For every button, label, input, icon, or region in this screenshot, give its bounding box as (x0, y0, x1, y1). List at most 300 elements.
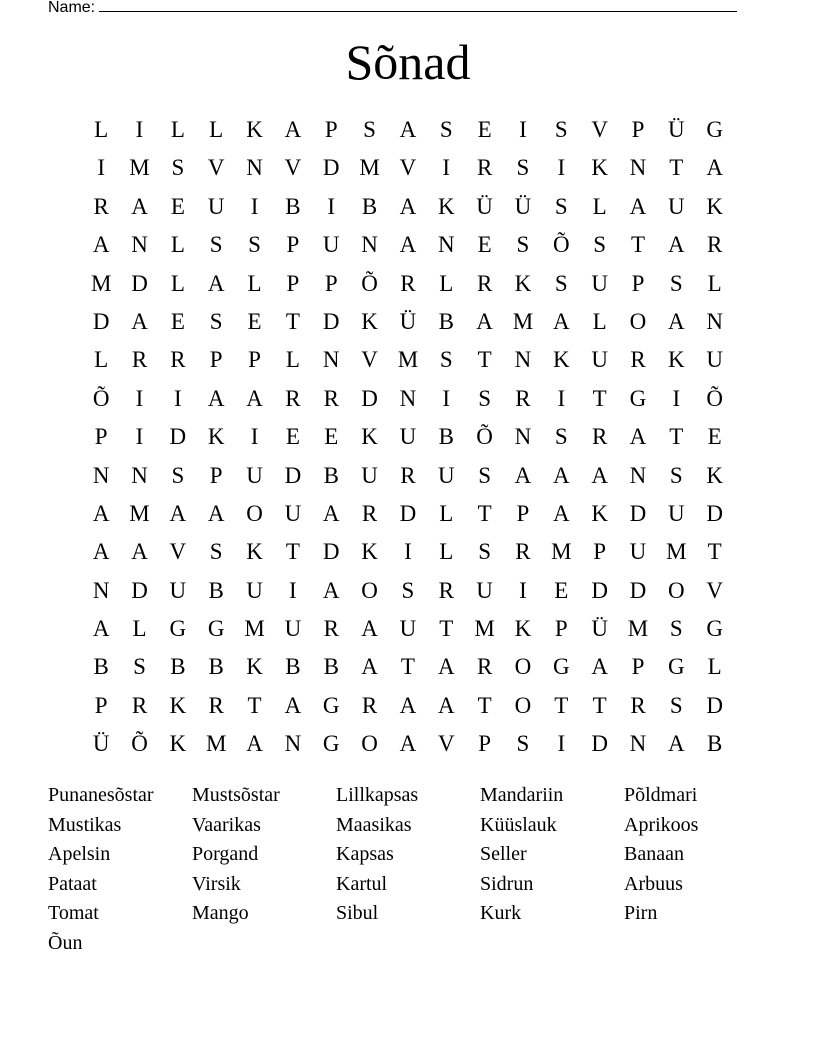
grid-letter: K (552, 347, 570, 373)
grid-letter: K (246, 654, 263, 680)
grid-letter: N (706, 308, 723, 334)
grid-letter: R (400, 270, 416, 296)
letter-grid (82, 111, 734, 764)
grid-letter: U (591, 347, 608, 373)
grid-letter: P (631, 117, 645, 142)
grid-letter: D (131, 577, 148, 603)
grid-letter: Ü (92, 731, 110, 757)
grid-letter: S (669, 462, 683, 488)
grid-letter: K (246, 539, 263, 565)
grid-letter: O (361, 731, 378, 757)
grid-letter: P (209, 462, 223, 488)
grid-letter: A (284, 692, 302, 718)
grid-letter: V (284, 155, 302, 181)
grid-letter: A (92, 232, 110, 258)
grid-letter: G (629, 385, 647, 411)
grid-letter: P (324, 117, 338, 142)
grid-letter: P (631, 270, 645, 296)
grid-letter: V (361, 347, 378, 373)
grid-letter: T (285, 308, 300, 334)
grid-letter: A (591, 654, 608, 680)
grid-letter: N (131, 232, 148, 258)
grid-letter: K (207, 424, 225, 450)
grid-letter: E (324, 424, 339, 450)
grid-letter: M (90, 270, 112, 296)
word-list-item: Pirn (624, 902, 658, 925)
grid-letter: M (129, 500, 150, 526)
grid-letter: K (514, 270, 532, 296)
grid-letter: B (323, 654, 339, 680)
grid-letter: T (669, 155, 684, 181)
grid-letter: P (248, 347, 261, 373)
grid-letter: B (208, 577, 224, 603)
grid-letter: M (474, 616, 495, 642)
grid-letter: S (478, 539, 491, 565)
grid-letter: N (284, 731, 302, 757)
grid-letter: E (554, 577, 569, 603)
grid-letter: L (170, 270, 185, 296)
grid-letter: U (668, 500, 685, 526)
grid-letter: I (327, 193, 336, 219)
grid-letter: O (246, 500, 263, 526)
grid-letter: S (669, 270, 683, 296)
grid-letter: B (438, 308, 454, 334)
grid-letter: Õ (131, 731, 148, 757)
grid-letter: R (323, 616, 339, 642)
grid-letter: E (285, 424, 300, 450)
grid-letter: A (668, 308, 685, 334)
grid-letter: V (437, 731, 455, 757)
grid-letter: T (707, 539, 722, 565)
grid-row (82, 265, 734, 303)
grid-letter: G (706, 616, 723, 642)
grid-letter: U (476, 577, 493, 603)
grid-letter: U (169, 577, 187, 603)
grid-letter: L (285, 347, 300, 373)
grid-letter: M (627, 616, 649, 642)
grid-letter: L (170, 117, 185, 142)
grid-letter: S (516, 232, 530, 258)
name-underline (99, 0, 737, 12)
word-list-item: Apelsin (48, 843, 111, 866)
grid-row (82, 457, 734, 495)
grid-letter: T (669, 424, 684, 450)
grid-letter: S (478, 462, 491, 488)
grid-letter: Ü (476, 193, 493, 219)
grid-letter: Õ (706, 385, 723, 411)
grid-letter: Ü (591, 616, 608, 642)
grid-letter: B (438, 424, 454, 450)
grid-letter: A (131, 539, 148, 565)
grid-letter: M (666, 539, 687, 565)
grid-letter: R (515, 385, 531, 411)
grid-letter: I (174, 385, 182, 411)
grid-letter: N (322, 347, 340, 373)
word-list-item: Kapsas (336, 843, 394, 866)
grid-letter: U (207, 193, 225, 219)
grid-letter: L (592, 193, 607, 219)
grid-letter: Ü (514, 193, 532, 219)
grid-letter: G (207, 616, 225, 642)
grid-letter: A (322, 577, 340, 603)
grid-letter: R (131, 347, 148, 373)
word-list-item: Seller (480, 843, 527, 866)
grid-letter: G (706, 117, 723, 142)
grid-letter: N (514, 347, 532, 373)
grid-letter: A (92, 500, 110, 526)
grid-letter: S (516, 731, 530, 757)
grid-letter: E (170, 308, 185, 334)
grid-letter: S (593, 232, 607, 258)
grid-letter: U (629, 539, 647, 565)
grid-letter: B (170, 654, 186, 680)
grid-letter: T (477, 692, 492, 718)
grid-letter: U (437, 462, 455, 488)
grid-letter: U (246, 462, 263, 488)
word-list-item: Vaarikas (192, 813, 261, 836)
grid-letter: A (131, 308, 148, 334)
grid-letter: D (131, 270, 148, 296)
word-list-item: Pataat (48, 872, 97, 895)
grid-letter: N (92, 462, 110, 488)
grid-letter: A (706, 155, 723, 181)
grid-letter: K (668, 347, 685, 373)
grid-letter: A (246, 385, 263, 411)
grid-row (82, 188, 734, 226)
grid-letter: P (286, 270, 300, 296)
grid-letter: S (401, 577, 415, 603)
grid-letter: T (477, 347, 492, 373)
grid-letter: I (519, 117, 527, 142)
grid-letter: M (205, 731, 227, 757)
grid-letter: D (169, 424, 187, 450)
grid-letter: R (438, 577, 454, 603)
grid-letter: K (246, 117, 263, 142)
word-list-item: Küüslauk (480, 813, 557, 836)
grid-letter: A (437, 692, 455, 718)
grid-letter: K (706, 193, 723, 219)
word-list-item: Tomat (48, 902, 99, 925)
grid-letter: O (361, 577, 378, 603)
grid-letter: P (94, 424, 108, 450)
grid-letter: S (554, 270, 568, 296)
grid-letter: G (552, 654, 570, 680)
grid-letter: K (591, 155, 608, 181)
word-list-item: Punanesõstar (48, 784, 154, 806)
grid-letter: K (591, 500, 608, 526)
grid-letter: S (478, 385, 491, 411)
word-list-item: Porgand (192, 843, 259, 866)
grid-letter: R (400, 462, 416, 488)
grid-letter: D (361, 385, 378, 411)
grid-letter: D (629, 500, 647, 526)
grid-letter: N (361, 232, 378, 258)
grid-letter: L (707, 654, 722, 680)
grid-letter: I (250, 193, 259, 219)
grid-letter: U (668, 193, 685, 219)
grid-letter: O (668, 577, 685, 603)
grid-letter: V (591, 117, 608, 142)
grid-letter: T (400, 654, 415, 680)
grid-row (82, 149, 734, 187)
grid-letter: S (669, 616, 683, 642)
grid-letter: P (209, 347, 223, 373)
grid-letter: U (399, 616, 417, 642)
grid-letter: D (284, 462, 302, 488)
grid-letter: N (629, 155, 647, 181)
grid-letter: A (399, 117, 417, 142)
grid-letter: N (246, 155, 263, 181)
grid-letter: S (363, 117, 376, 142)
grid-letter: D (322, 155, 340, 181)
grid-letter: U (706, 347, 723, 373)
grid-letter: R (515, 539, 531, 565)
grid-letter: A (629, 193, 647, 219)
grid-letter: V (706, 577, 723, 603)
grid-letter: S (171, 462, 185, 488)
grid-letter: G (322, 692, 340, 718)
grid-letter: A (207, 270, 225, 296)
grid-letter: A (629, 424, 647, 450)
grid-letter: A (169, 500, 187, 526)
grid-letter: A (361, 654, 378, 680)
grid-letter: S (439, 347, 453, 373)
grid-letter: O (514, 692, 532, 718)
grid-letter: I (135, 385, 144, 411)
word-list-item: Arbuus (624, 872, 683, 895)
grid-letter: A (322, 500, 340, 526)
grid-letter: L (247, 270, 262, 296)
grid-letter: R (591, 424, 608, 450)
grid-letter: I (557, 731, 566, 757)
grid-letter: L (592, 308, 607, 334)
grid-letter: U (322, 232, 340, 258)
grid-letter: T (554, 692, 569, 718)
grid-row (82, 572, 734, 610)
grid-letter: T (477, 500, 492, 526)
grid-letter: S (133, 654, 146, 680)
grid-letter: M (551, 539, 572, 565)
grid-letter: I (442, 155, 451, 181)
grid-letter: D (591, 577, 608, 603)
grid-letter: O (629, 308, 647, 334)
grid-letter: O (514, 654, 532, 680)
grid-letter: G (169, 616, 187, 642)
grid-letter: D (399, 500, 417, 526)
grid-letter: R (208, 692, 224, 718)
grid-letter: Ü (668, 117, 685, 142)
grid-letter: P (516, 500, 530, 526)
grid-letter: I (557, 155, 566, 181)
grid-letter: K (169, 692, 187, 718)
grid-letter: K (361, 424, 378, 450)
word-list (48, 781, 768, 959)
grid-letter: S (554, 193, 568, 219)
grid-letter: S (248, 232, 261, 258)
grid-letter: P (631, 654, 645, 680)
grid-row (82, 111, 734, 149)
grid-letter: B (323, 462, 339, 488)
word-list-item: Õun (48, 931, 83, 954)
grid-row (82, 610, 734, 648)
grid-letter: I (404, 539, 412, 565)
grid-letter: T (247, 692, 262, 718)
grid-letter: S (171, 155, 185, 181)
grid-letter: T (630, 232, 646, 258)
word-list-item: Mango (192, 902, 249, 925)
grid-letter: A (552, 500, 570, 526)
grid-letter: I (250, 424, 259, 450)
grid-letter: S (209, 539, 223, 565)
grid-letter: U (246, 577, 263, 603)
grid-letter: E (707, 424, 722, 450)
grid-row (82, 687, 734, 725)
grid-letter: B (93, 654, 109, 680)
grid-letter: K (169, 731, 187, 757)
word-list-item: Sibul (336, 902, 379, 925)
grid-letter: Ü (399, 308, 417, 334)
grid-letter: P (554, 616, 568, 642)
grid-letter: M (359, 155, 380, 181)
grid-letter: A (552, 308, 570, 334)
grid-letter: U (284, 500, 302, 526)
grid-letter: R (476, 270, 493, 296)
grid-letter: A (591, 462, 608, 488)
grid-row (82, 533, 734, 571)
grid-letter: K (361, 539, 378, 565)
grid-letter: A (207, 385, 225, 411)
grid-letter: D (706, 692, 723, 718)
name-label: Name: (48, 0, 96, 16)
grid-letter: E (170, 193, 185, 219)
grid-letter: B (285, 654, 301, 680)
grid-letter: R (707, 232, 723, 258)
grid-letter: V (207, 155, 225, 181)
grid-letter: E (247, 308, 262, 334)
word-list-item: Banaan (624, 843, 684, 866)
grid-letter: A (92, 616, 110, 642)
grid-letter: A (668, 232, 685, 258)
grid-letter: D (322, 308, 340, 334)
grid-letter: N (629, 731, 647, 757)
grid-letter: U (361, 462, 378, 488)
grid-letter: Õ (552, 232, 570, 258)
grid-letter: B (208, 654, 224, 680)
grid-letter: A (399, 692, 417, 718)
grid-letter: B (707, 731, 723, 757)
grid-letter: R (170, 347, 186, 373)
grid-letter: E (477, 117, 492, 142)
page-title: Sõnad (345, 34, 471, 90)
grid-letter: A (399, 193, 417, 219)
grid-row (82, 725, 734, 763)
name-field (48, 0, 737, 18)
word-list-item: Mustikas (48, 813, 122, 836)
grid-letter: N (131, 462, 148, 488)
grid-letter: M (512, 308, 534, 334)
grid-letter: D (322, 539, 340, 565)
grid-letter: Õ (361, 270, 378, 296)
grid-row (82, 648, 734, 686)
grid-letter: K (706, 462, 723, 488)
grid-letter: A (476, 308, 493, 334)
grid-letter: P (324, 270, 338, 296)
word-list-item: Kartul (336, 872, 388, 895)
grid-letter: R (630, 692, 646, 718)
grid-letter: I (97, 155, 105, 181)
grid-letter: T (285, 539, 300, 565)
grid-letter: S (516, 155, 530, 181)
word-list-item: Põldmari (624, 784, 698, 806)
grid-letter: D (706, 500, 723, 526)
word-list-item: Kurk (480, 902, 522, 925)
grid-letter: U (399, 424, 417, 450)
grid-letter: L (439, 539, 454, 565)
grid-row (82, 495, 734, 533)
grid-letter: G (668, 654, 685, 680)
grid-letter: K (437, 193, 455, 219)
grid-letter: A (361, 616, 378, 642)
grid-letter: A (668, 731, 685, 757)
grid-letter: R (93, 193, 109, 219)
grid-letter: I (442, 385, 451, 411)
grid-letter: P (94, 692, 108, 718)
grid-letter: I (135, 424, 144, 450)
grid-letter: R (323, 385, 339, 411)
grid-letter: N (92, 577, 110, 603)
grid-letter: I (557, 385, 566, 411)
grid-letter: P (478, 731, 491, 757)
grid-letter: M (397, 347, 419, 373)
grid-letter: I (672, 385, 681, 411)
grid-letter: A (131, 193, 148, 219)
grid-letter: N (629, 462, 647, 488)
grid-letter: Õ (92, 385, 110, 411)
grid-letter: L (94, 117, 109, 142)
word-list-item: Mustsõstar (192, 784, 280, 806)
grid-letter: N (437, 232, 455, 258)
grid-letter: L (170, 232, 185, 258)
grid-letter: A (207, 500, 225, 526)
grid-letter: S (439, 117, 453, 142)
grid-letter: S (554, 117, 568, 142)
grid-row (82, 303, 734, 341)
word-list-item: Aprikoos (624, 813, 699, 836)
grid-letter: A (514, 462, 532, 488)
grid-letter: R (361, 692, 378, 718)
grid-letter: R (476, 654, 493, 680)
grid-letter: I (289, 577, 297, 603)
grid-row (82, 380, 734, 418)
grid-letter: M (244, 616, 265, 642)
grid-letter: T (592, 385, 607, 411)
grid-letter: D (629, 577, 647, 603)
grid-letter: S (209, 308, 223, 334)
word-list-item: Lillkapsas (336, 784, 419, 806)
grid-letter: N (514, 424, 532, 450)
grid-letter: E (477, 232, 492, 258)
grid-row (82, 341, 734, 379)
grid-letter: Õ (476, 424, 493, 450)
word-list-item: Virsik (192, 872, 241, 895)
grid-letter: R (630, 347, 646, 373)
grid-letter: A (399, 731, 417, 757)
grid-letter: L (439, 500, 454, 526)
grid-letter: B (361, 193, 378, 219)
grid-letter: A (399, 232, 417, 258)
grid-letter: V (169, 539, 187, 565)
grid-letter: R (361, 500, 378, 526)
